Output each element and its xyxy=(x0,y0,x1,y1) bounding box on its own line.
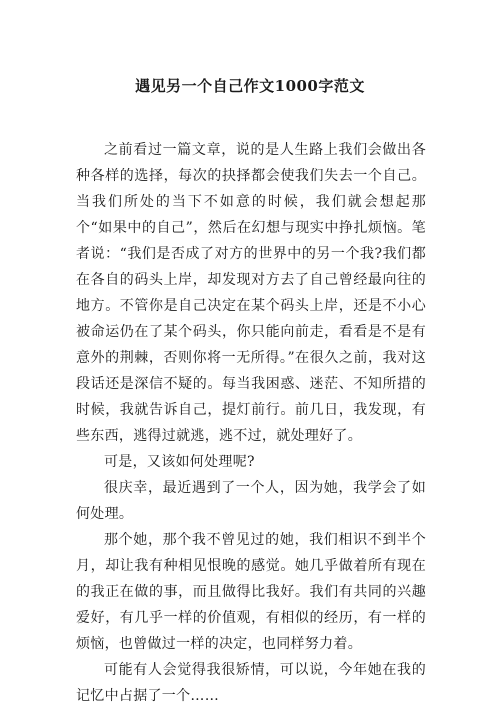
paragraph: 可是，又该如何处理呢? xyxy=(104,454,255,470)
document-body xyxy=(76,137,426,709)
paragraph: 之前看过一篇文章，说的是人生路上我们会做出各种各样的选择，每次的抉择都会使我们失去一个自己。当我们所处的当下不如意的时候，我们就会想起那个“如果中的自己”，然后在幻想与现实中挣扎烦恼。笔者说：“我们是否成了对方的世界中的另一个我?我们都在各自的码头上岸，却发现对方去了自己曾经最向往的地方。不管你是自己决定在某个码头上岸，还是不小心被命运仍在了某个码头，你只能向前走，看看是不是有意外的荆棘，否则你将一无所得。”在很久之前，我对这段话还是深信不疑的。每当我困惑、迷茫、不知所措的时候，我就告诉自己，提灯前行。前几日，我发现，有些东西，逃得过就逃，逃不过，就处理好了。 xyxy=(76,142,426,444)
paragraph: 那个她，那个我不曾见过的她，我们相识不到半个月，却让我有种相见恨晚的感觉。她几乎做着所有现在的我正在做的事，而且做得比我好。我们有共同的兴趣爱好，有几乎一样的价值观，有相似的经历，有一样的烦恼，也曾做过一样的决定，也同样努力着。 xyxy=(76,532,426,652)
paragraph: 可能有人会觉得我很矫情，可以说，今年她在我的记忆中占据了一个…… xyxy=(76,662,426,704)
document-title: 遇见另一个自己作文1000字范文 xyxy=(135,77,365,95)
paragraph: 很庆幸，最近遇到了一个人，因为她，我学会了如何处理。 xyxy=(76,480,426,522)
